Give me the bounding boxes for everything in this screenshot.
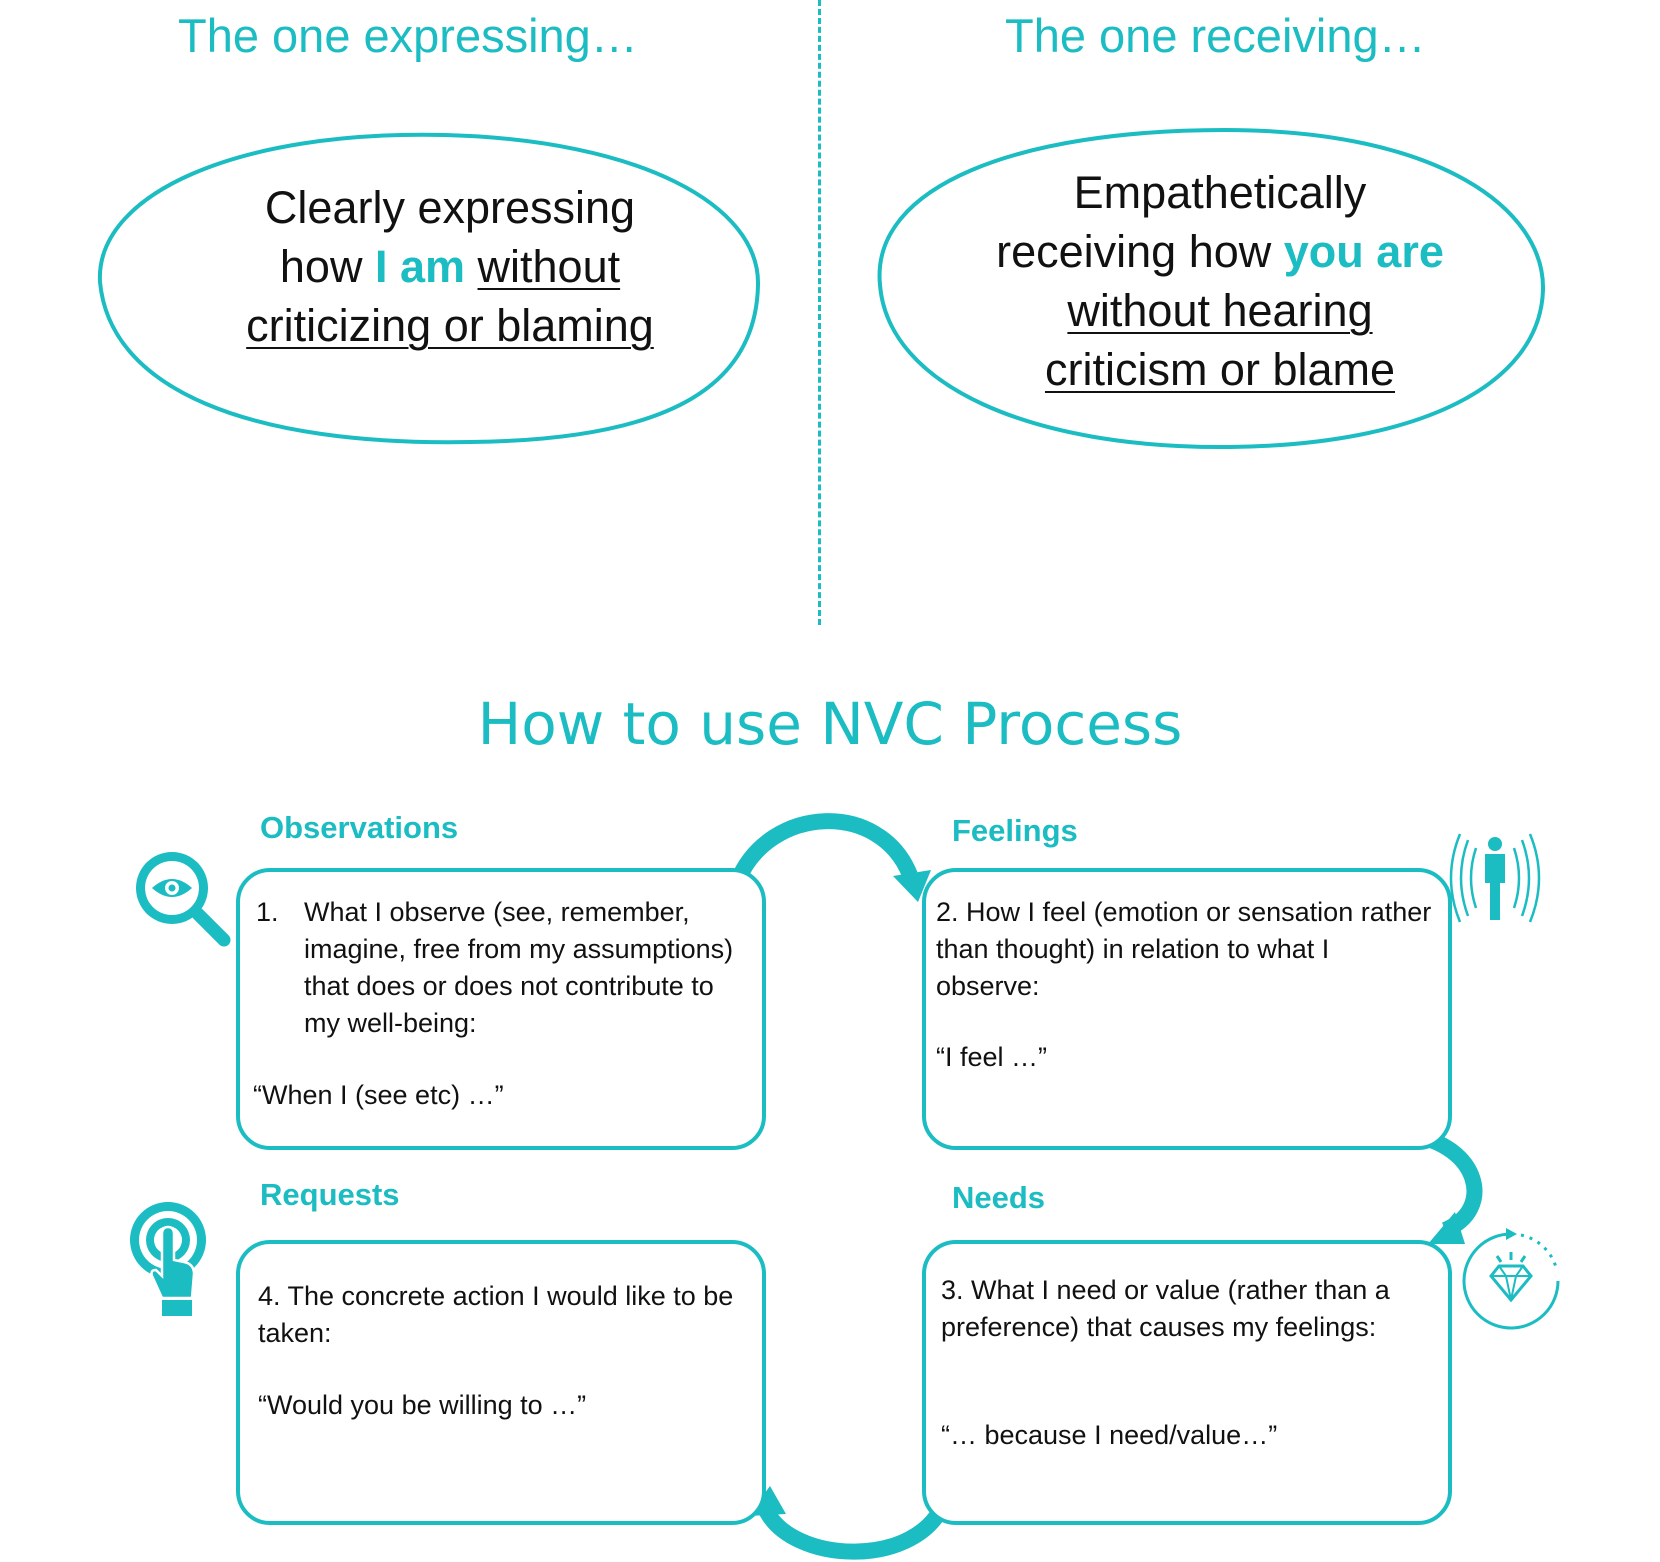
receiving-line-3: without hearing [1067,285,1373,336]
receiving-line-4-wrap [960,340,1480,399]
needs-label: Needs [952,1180,1046,1215]
expressing-oval-text [190,178,710,355]
requests-text: 4. The concrete action I would like to be taken: [258,1281,734,1348]
observations-text: What I observe (see, remember, imagine, free from my assumptions) that does or does not contribute to my well-being: [304,897,734,1038]
expressing-emphasis: I am [374,241,465,292]
receiving-line-2 [960,222,1480,281]
receiving-line-3-wrap [960,281,1480,340]
receiving-line-4: criticism or blame [1044,344,1396,395]
observations-quote: “When I (see etc) …” [253,1080,504,1110]
expressing-line-2-pre: how [279,241,375,292]
touch-hand-icon [124,1200,214,1320]
expressing-heading: The one expressing… [178,9,638,62]
feelings-quote: “I feel …” [936,1042,1048,1072]
expressing-line-3: criticizing or blaming [246,300,654,351]
requests-label: Requests [260,1177,400,1212]
feelings-label: Feelings [952,813,1078,848]
requests-quote: “Would you be willing to …” [258,1390,587,1420]
receiving-heading: The one receiving… [1005,9,1426,62]
person-waves-icon [1440,828,1550,928]
receiving-line-2-pre: receiving how [996,226,1284,277]
magnifier-eye-icon [128,848,238,948]
arrow-needs-to-requests [765,1500,945,1552]
feelings-text: 2. How I feel (emotion or sensation rather than thought) in relation to what I observe: [936,897,1432,1001]
expressing-line-2-post: without [477,241,621,292]
needs-quote: “… because I need/value…” [941,1420,1278,1450]
receiving-line-1: Empathetically [1073,167,1367,218]
arrow-obs-to-feelings [738,821,910,880]
diamond-icon [1456,1226,1566,1336]
expressing-line-3-wrap [190,296,710,355]
observations-number: 1. [256,897,279,927]
expressing-line-2 [190,237,710,296]
page-title: How to use NVC Process [477,690,1183,758]
needs-text: 3. What I need or value (rather than a preference) that causes my feelings: [941,1275,1390,1342]
expressing-line-1: Clearly expressing [264,182,636,233]
receiving-emphasis: you are [1283,226,1444,277]
receiving-oval-text [960,163,1480,399]
observations-label: Observations [260,810,459,845]
